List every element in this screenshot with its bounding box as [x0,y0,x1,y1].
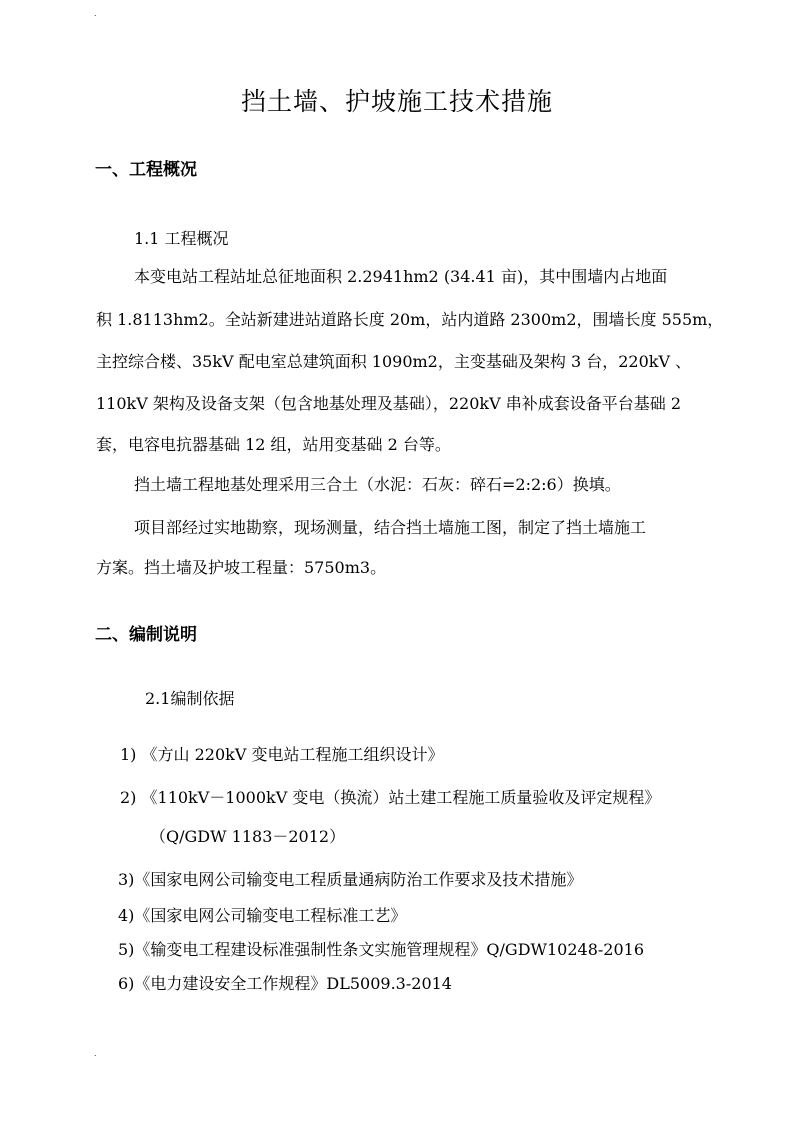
paragraph-line: 项目部经过实地勘察，现场测量，结合挡土墙施工图，制定了挡土墙施工 [134,518,647,537]
paragraph-line: 方案。挡土墙及护坡工程量：5750m3。 [96,558,387,577]
reference-item: 2) 《110kV－1000kV 变电（换流）站土建工程施工质量验收及评定规程》 [120,788,661,807]
reference-item: 5)《输变电工程建设标准强制性条文实施管理规程》Q/GDW10248-2016 [118,940,645,959]
header-mark: . [94,9,97,18]
paragraph-line: 主控综合楼、35kV 配电室总建筑面积 1090m2，主变基础及架构 3 台，220kV 、 [96,352,692,371]
paragraph-line: 本变电站工程站址总征地面积 2.2941hm2 (34.41 亩)，其中围墙内占地面 [134,267,668,286]
reference-item: 6)《电力建设安全工作规程》DL5009.3-2014 [118,974,452,993]
document-title: 挡土墙、护坡施工技术措施 [240,87,553,116]
section-1-heading: 一、工程概况 [95,160,197,180]
subsection-1-1-heading: 1.1 工程概况 [134,229,229,248]
paragraph-line: 套，电容电抗器基础 12 组，站用变基础 2 台等。 [96,435,451,454]
section-2-heading: 二、编制说明 [95,625,197,645]
paragraph-line: 挡土墙工程地基处理采用三合土（水泥：石灰：碎石=2:2:6）换填。 [134,475,621,494]
reference-item: 4)《国家电网公司输变电工程标准工艺》 [118,906,407,925]
paragraph-line: 积 1.8113hm2。全站新建进站道路长度 20m，站内道路 2300m2，围墙长度 555m， [96,310,724,329]
paragraph-line: 110kV 架构及设备支架（包含地基处理及基础），220kV 串补成套设备平台基础 2 [96,394,682,413]
reference-item: 3)《国家电网公司输变电工程质量通病防治工作要求及技术措施》 [118,870,583,889]
reference-item: （Q/GDW 1183－2012） [150,827,346,846]
reference-item: 1) 《方山 220kV 变电站工程施工组织设计》 [120,745,444,764]
footer-mark: . [94,1049,97,1058]
subsection-2-1-heading: 2.1编制依据 [145,689,235,708]
